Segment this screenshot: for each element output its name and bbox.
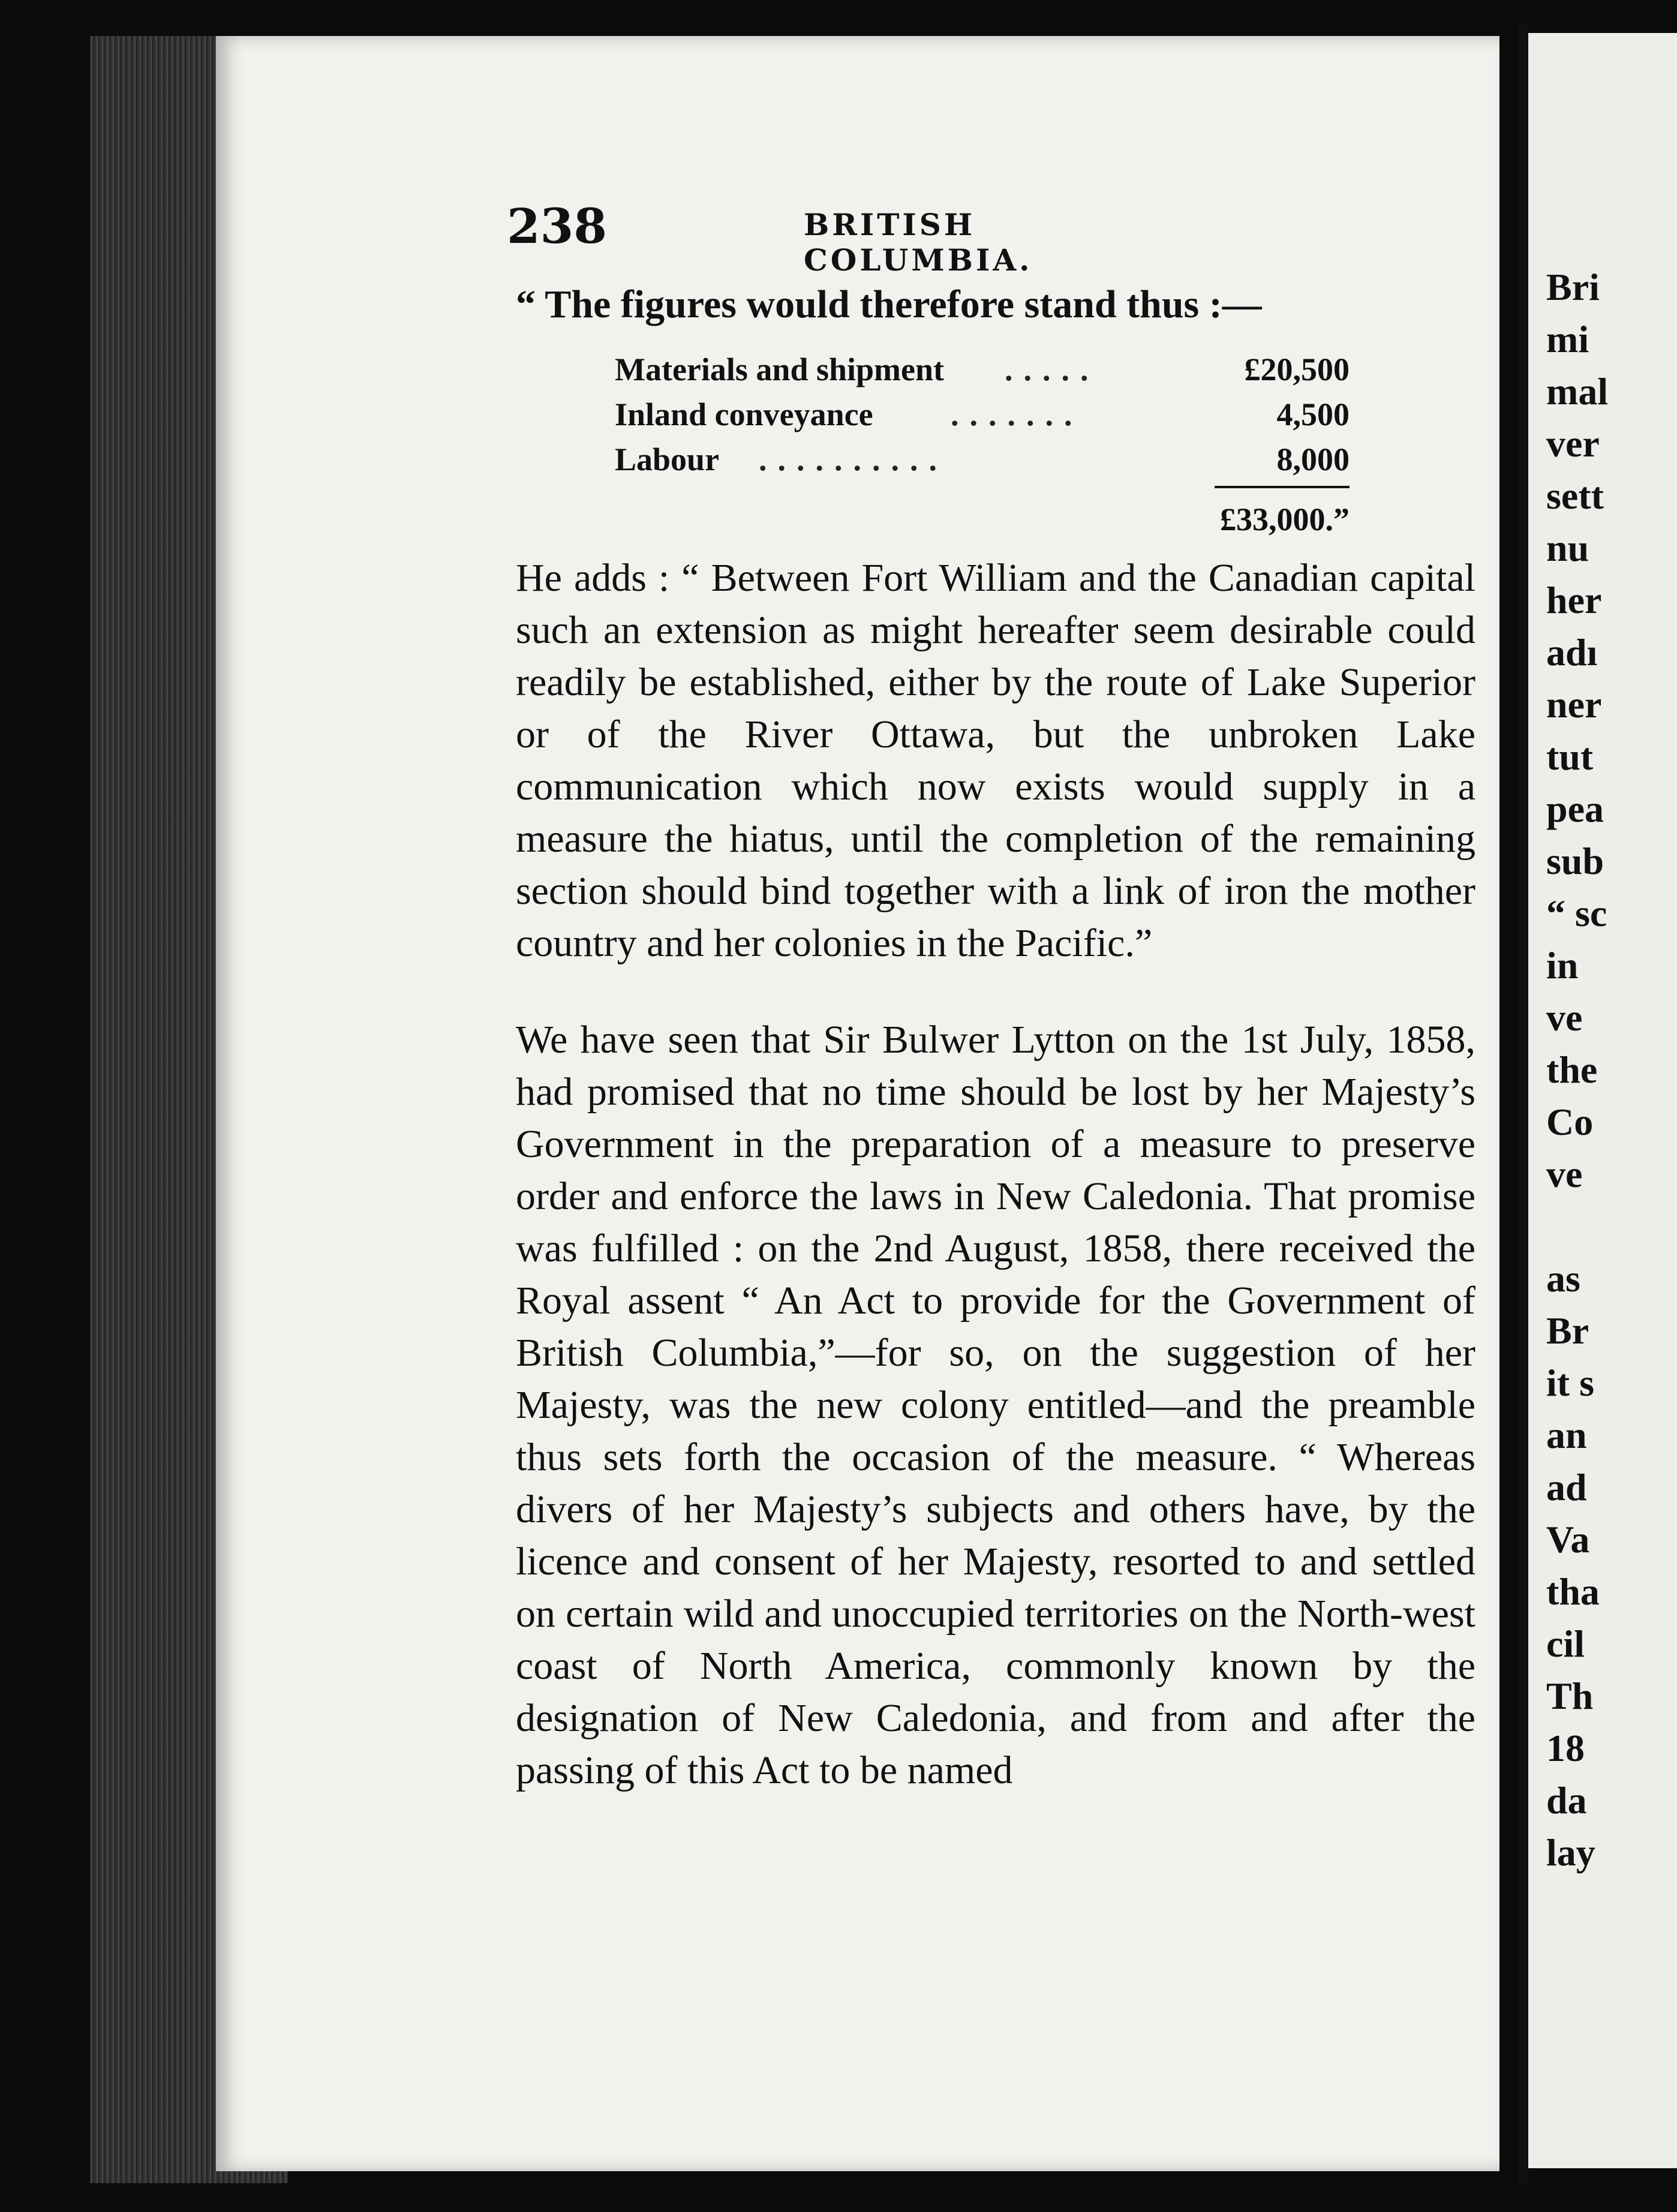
facing-page-fragment: ver [1546, 422, 1600, 465]
facing-page-fragment: 18 [1546, 1727, 1585, 1769]
facing-page-text [1546, 261, 1677, 1879]
facing-page-fragment: mal [1546, 370, 1609, 413]
facing-page-fragment: it s [1546, 1362, 1594, 1404]
facing-page-fragment: mi [1546, 318, 1589, 360]
facing-page-fragment: ve [1546, 1153, 1583, 1195]
facing-page-fragment: as [1546, 1257, 1580, 1300]
cost-table [615, 351, 1350, 537]
table-row [615, 351, 1350, 396]
page-header [507, 198, 1179, 278]
facing-page-fragment: tha [1546, 1570, 1600, 1613]
facing-page-fragment: nu [1546, 527, 1589, 569]
row-label: Inland conveyance [615, 396, 873, 432]
facing-page-fragment: her [1546, 579, 1602, 621]
facing-page-fragment: “ sc [1546, 892, 1607, 934]
facing-page-fragment: Bri [1546, 266, 1600, 308]
facing-page-fragment: ner [1546, 683, 1602, 726]
row-amount: £20,500 [1244, 351, 1350, 387]
running-head: BRITISH COLUMBIA. [804, 207, 1033, 278]
row-label: Labour [615, 441, 720, 477]
facing-page-fragment: Th [1546, 1675, 1594, 1717]
facing-page-fragment: pea [1546, 788, 1604, 830]
leader-dots: ..... [1005, 351, 1099, 387]
facing-page-fragment: tut [1546, 735, 1594, 778]
total-rule [1215, 486, 1350, 488]
paragraph: We have seen that Sir Bulwer Lytton on the 1st July, 1858, had promised that no time should be lost by her Majesty’s Government in the preparation of a measure to preserve order and enforce the laws in New Caledonia. That promise was fulfilled : on the 2nd August, 1858, there received the Royal assent “ An Act to provide for the Government of British Columbia,”—for so, on the suggestion of her Majesty, was the new colony entitled—and the preamble thus sets forth the occasion of the measure. “ Whereas divers of her Majesty’s subjects and others have, by the licence and consent of her Majesty, resorted to and settled on certain wild and unoccupied territories on the North-west coast of North America, commonly known by the designation of New Caledonia, and from and after the passing of this Act to be named [516, 1018, 1475, 1792]
facing-page-fragment: da [1546, 1779, 1587, 1822]
facing-page-fragment: sett [1546, 474, 1604, 517]
facing-page-fragment: Co [1546, 1101, 1594, 1143]
book-spine [1517, 24, 1528, 2183]
table-total: £33,000.” [1220, 501, 1350, 537]
row-amount: 4,500 [1276, 396, 1350, 432]
table-row [615, 396, 1350, 441]
intro-line: “ The figures would therefore stand thus :— [516, 282, 1262, 326]
facing-page-fragment: in [1546, 944, 1579, 987]
facing-page-fragment: Br [1546, 1309, 1589, 1352]
facing-page-fragment [1546, 1200, 1677, 1252]
facing-page-fragment: adı [1546, 631, 1598, 674]
facing-page-fragment: an [1546, 1414, 1587, 1456]
facing-page-fragment: the [1546, 1048, 1598, 1091]
facing-page-fragment: sub [1546, 840, 1604, 882]
facing-page-fragment: cil [1546, 1622, 1585, 1665]
row-label: Materials and shipment [615, 351, 945, 387]
leader-dots: .......... [759, 441, 948, 477]
facing-page-fragment: Va [1546, 1518, 1590, 1561]
paragraph: He adds : “ Between Fort William and the Canadian capital such an extension as might hereafter seem desirable could readily be established, either by the route of Lake Superior or of the River Ottawa, but the unbroken Lake communication which now exists would supply in a measure the hiatus, until the completion of the remaining section should bind together with a link of iron the mother country and her colonies in the Pacific.” [516, 556, 1475, 965]
row-amount: 8,000 [1276, 441, 1350, 477]
facing-page [1528, 33, 1677, 2168]
facing-page-fragment: lay [1546, 1831, 1595, 1874]
facing-page-fragment: ad [1546, 1466, 1587, 1508]
page-number: 238 [507, 198, 607, 254]
leader-dots: ....... [951, 396, 1083, 432]
table-row [615, 441, 1350, 486]
facing-page-fragment: ve [1546, 996, 1583, 1039]
